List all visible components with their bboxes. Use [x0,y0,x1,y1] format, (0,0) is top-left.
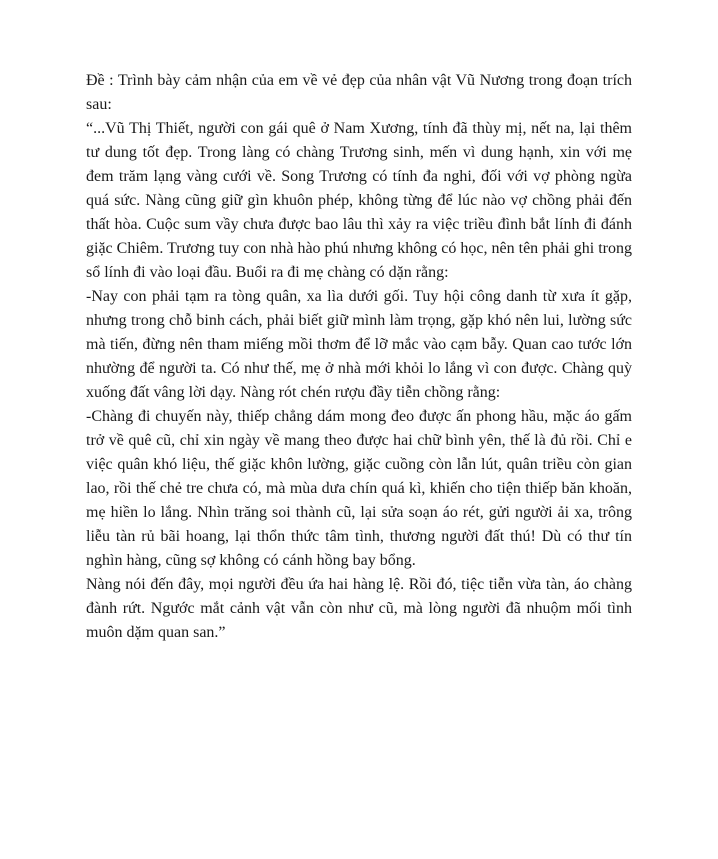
mother-advice-paragraph: -Nay con phải tạm ra tòng quân, xa lìa dưới gối. Tuy hội công danh từ xưa ít gặp, nhưng trong chỗ binh cách, phải biết giữ mình làm trọng, gặp khó nên lui, lường sức mà tiến, đừng nên tham miếng mồi thơm để lỡ mắc vào cạm bẫy. Quan cao tước lớn nhường để người ta. Có như thế, mẹ ở nhà mới khỏi lo lắng vì con được. Chàng quỳ xuống đất vâng lời dạy. Nàng rót chén rượu đầy tiễn chồng rằng: [86,288,632,401]
document-page [86,69,632,645]
excerpt-closing-paragraph: Nàng nói đến đây, mọi người đều ứa hai hàng lệ. Rồi đó, tiệc tiễn vừa tàn, áo chàng đành rứt. Ngước mắt cảnh vật vẫn còn như cũ, mà lòng người đã nhuộm mối tình muôn dặm quan san.” [86,576,632,641]
essay-prompt: Đề : Trình bày cảm nhận của em về vẻ đẹp của nhân vật Vũ Nương trong đoạn trích sau: [86,72,632,113]
wife-farewell-paragraph: -Chàng đi chuyến này, thiếp chẳng dám mong đeo được ấn phong hầu, mặc áo gấm trở về quê cũ, chỉ xin ngày về mang theo được hai chữ bình yên, thế là đủ rồi. Chỉ e việc quân khó liệu, thế giặc khôn lường, giặc cuồng còn lẫn lút, quân triều còn gian lao, rồi thế chẻ tre chưa có, mà mùa dưa chín quá kì, khiến cho tiện thiếp băn khoăn, mẹ hiền lo lắng. Nhìn trăng soi thành cũ, lại sửa soạn áo rét, gửi người ải xa, trông liễu tàn rủ bãi hoang, lại thổn thức tâm tình, thương người đất thú! Dù có thư tín nghìn hàng, cũng sợ không có cánh hồng bay bổng. [86,408,632,569]
excerpt-opening-paragraph: “...Vũ Thị Thiết, người con gái quê ở Nam Xương, tính đã thùy mị, nết na, lại thêm tư dung tốt đẹp. Trong làng có chàng Trương sinh, mến vì dung hạnh, xin với mẹ đem trăm lạng vàng cưới về. Song Trương có tính đa nghi, đối với vợ phòng ngừa quá sức. Nàng cũng giữ gìn khuôn phép, không từng để lúc nào vợ chồng phải đến thất hòa. Cuộc sum vầy chưa được bao lâu thì xảy ra việc triều đình bắt lính đi đánh giặc Chiêm. Trương tuy con nhà hào phú nhưng không có học, nên tên phải ghi trong sổ lính đi vào loại đầu. Buổi ra đi mẹ chàng có dặn rằng: [86,120,632,281]
